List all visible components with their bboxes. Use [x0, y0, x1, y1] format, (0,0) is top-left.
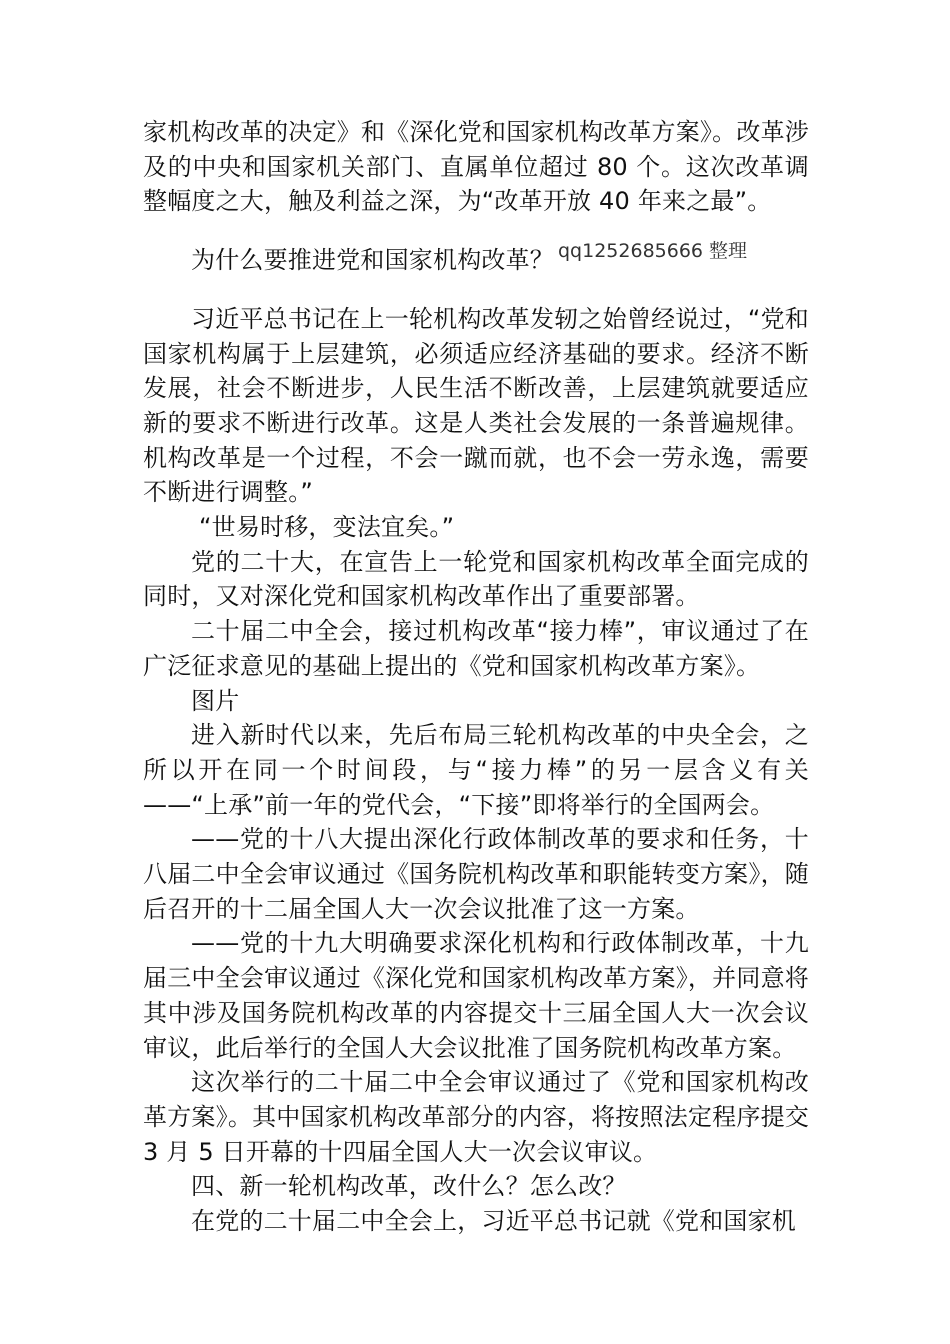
paragraph-proverb: “世易时移，变法宜矣。” [199, 513, 455, 542]
paragraph-intro-continuation: 家机构改革的决定》和《深化党和国家机构改革方案》。改革涉及的中央和国家机关部门、直属单位超过 80 个。这次改革调整幅度之大，触及利益之深，为“改革开放 40 年来之最”。 [143, 118, 809, 216]
paragraph-eighteenth-congress: ——党的十八大提出深化行政体制改革的要求和任务，十八届二中全会审议通过《国务院机构改革和职能转变方案》，随后召开的十二届全国人大一次会议批准了这一方案。 [143, 825, 809, 923]
image-placeholder-label: 图片 [191, 686, 240, 715]
paragraph-nineteenth-congress: ——党的十九大明确要求深化机构和行政体制改革，十九届三中全会审议通过《深化党和国家机构改革方案》，并同意将其中涉及国务院机构改革的内容提交十三届全国人大一次会议审议，此后举行的全国人大会议批准了国务院机构改革方案。 [143, 929, 809, 1062]
watermark-text: qq1252685666 整理 [558, 240, 748, 262]
paragraph-current-plenum: 这次举行的二十届二中全会审议通过了《党和国家机构改革方案》。其中国家机构改革部分的内容，将按照法定程序提交 3 月 5 日开幕的十四届全国人大一次会议审议。 [143, 1068, 809, 1166]
question-heading: 为什么要推进党和国家机构改革？ [191, 246, 554, 275]
paragraph-twentieth-congress: 党的二十大，在宣告上一轮党和国家机构改革全面完成的同时，又对深化党和国家机构改革作出了重要部署。 [143, 547, 809, 611]
paragraph-final-fragment: 在党的二十届二中全会上，习近平总书记就《党和国家机 [191, 1207, 796, 1236]
paragraph-xi-quote: 习近平总书记在上一轮机构改革发轫之始曾经说过，“党和国家机构属于上层建筑，必须适应经济基础的要求。经济不断发展，社会不断进步，人民生活不断改善，上层建筑就要适应新的要求不断进行改革。这是人类社会发展的一条普遍规律。机构改革是一个过程，不会一蹴而就，也不会一劳永逸，需要不断进行调整。” [143, 304, 809, 507]
section-heading-four: 四、新一轮机构改革，改什么？怎么改？ [191, 1172, 627, 1201]
paragraph-new-era: 进入新时代以来，先后布局三轮机构改革的中央全会，之所以开在同一个时间段，与“接力棒”的另一层含义有关——“上承”前一年的党代会，“下接”即将举行的全国两会。 [143, 721, 809, 819]
document-body [143, 115, 809, 1239]
paragraph-second-plenum: 二十届二中全会，接过机构改革“接力棒”，审议通过了在广泛征求意见的基础上提出的《党和国家机构改革方案》。 [143, 617, 809, 680]
